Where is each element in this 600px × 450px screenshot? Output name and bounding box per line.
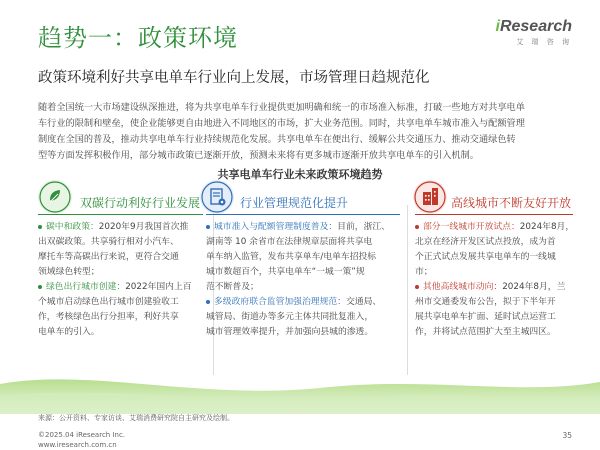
body-line: 电单车的引入。 [38, 327, 100, 337]
column-body [415, 220, 573, 340]
bullet-dot [206, 300, 210, 304]
bullet-highlight: 多级政府联合监管加强治理规范： [214, 297, 346, 307]
body-line: 湖南等 10 余省市在法律规章层面将共享电 [206, 237, 373, 247]
logo-main: Research [499, 18, 572, 35]
intro-line: 型等方面发挥积极作用，部分城市政策已逐渐开放，预测未来将有更多城市逐渐开放共享电单车的引入机制。 [38, 150, 479, 161]
heading-underline [415, 214, 573, 215]
document-gear-icon [200, 180, 234, 214]
body-line: 作，考核绿色出行分担率，利好共享 [38, 312, 179, 322]
body-line: 城管局、街道办等多元主体共同批复准入， [206, 312, 374, 322]
bullet-highlight: 城市准入与配额管理制度普及： [214, 222, 338, 232]
line-text: 2020年9月我国首次推 [98, 222, 189, 232]
heading-underline [206, 214, 400, 215]
body-line: 北京在经济开发区试点投放，成为首 [415, 237, 556, 247]
page-title: 趋势一：政策环境 [38, 24, 238, 52]
source-note: 来源：公开资料、专家访谈、艾瑞消费研究院自主研究及绘制。 [38, 414, 234, 422]
green-hill-decoration [0, 370, 600, 414]
intro-line: 随着全国统一大市场建设纵深推进，将为共享电单车行业提供更加明确和统一的市场准入标准，打破一些地方对共享电单 [38, 102, 525, 113]
bullet-dot [38, 225, 42, 229]
column-heading: 行业管理规范化提升 [240, 196, 349, 210]
body-line: 展共享电单车扩面、延时试点运营工 [415, 312, 556, 322]
body-line: 范不断普及； [206, 282, 259, 292]
website-text: www.iresearch.com.cn [38, 441, 117, 449]
bullet-dot [415, 285, 419, 289]
body-line: 领域绿色转型； [38, 267, 100, 277]
column-body [38, 220, 203, 340]
line-text: 交通局、 [345, 297, 382, 307]
body-line [206, 295, 400, 310]
bullet-highlight: 碳中和政策： [46, 222, 99, 232]
page-number: 35 [562, 431, 572, 440]
column-heading: 双碳行动利好行业发展 [80, 196, 201, 210]
body-line: 个正式试点发展共享电单车的一线城 [415, 252, 556, 262]
logo-prefix: i [495, 18, 500, 35]
body-line [415, 220, 573, 235]
intro-paragraph [38, 100, 562, 164]
city-building-icon [413, 180, 447, 214]
column-heading: 高线城市不断友好开放 [451, 196, 572, 210]
body-line: 摩托车等高碳出行来说，更符合交通 [38, 252, 179, 262]
body-line [38, 280, 203, 295]
footer-copyright [38, 430, 125, 450]
body-line [415, 280, 573, 295]
leaf-car-icon [38, 180, 72, 214]
bullet-highlight: 其他高线城市动向： [423, 282, 503, 292]
logo-subtitle: 艾 瑞 咨 询 [516, 38, 572, 46]
body-line [38, 220, 203, 235]
column-divider [407, 205, 408, 375]
section-title: 共享电单车行业未来政策环境趋势 [217, 168, 383, 181]
line-text: 2022年国内上百 [125, 282, 192, 292]
line-text: 目前，浙江、 [337, 222, 390, 232]
bullet-dot [206, 225, 210, 229]
heading-underline [38, 214, 203, 215]
bullet-dot [38, 285, 42, 289]
body-line: 城市管理效率提升，并加强向县城的渗透。 [206, 327, 374, 337]
intro-line: 制度在全国的普及，推动共享电单车行业持续规范化发展。共享电单车在便出行、缓解公共交通压力、推动交通绿色转 [38, 134, 516, 145]
copyright-text: ©2025.04 iResearch Inc. [38, 431, 126, 439]
body-line: 个城市启动绿色出行城市创建验收工 [38, 297, 179, 307]
body-line: 市； [415, 267, 433, 277]
line-text: 2024年8月， [519, 222, 575, 232]
bullet-highlight: 绿色出行城市创建： [46, 282, 126, 292]
iresearch-logo [496, 18, 573, 47]
body-line: 作，并将试点范围扩大至主城四区。 [415, 327, 556, 337]
body-line: 单车纳入监管，发布共享单车/电单车招投标 [206, 252, 377, 262]
line-text: 2024年8月，兰 [502, 282, 566, 292]
body-line: 州市交通委发布公告，拟于下半年开 [415, 297, 556, 307]
body-line: 城市数超百个，共享电单车“一城一策”规 [206, 267, 365, 277]
bullet-dot [415, 225, 419, 229]
subtitle: 政策环境利好共享电单车行业向上发展，市场管理日趋规范化 [38, 70, 430, 86]
intro-line: 车行业的限制和壁垒，使企业能够更自由地进入不同地区的市场，扩大业务范围。同时，共享电单车城市准入与配额管理 [38, 118, 525, 129]
bullet-highlight: 部分一线城市开放试点： [423, 222, 520, 232]
column-body [206, 220, 400, 340]
body-line [206, 220, 400, 235]
body-line: 出双碳政策。共享骑行相对小汽车、 [38, 237, 179, 247]
